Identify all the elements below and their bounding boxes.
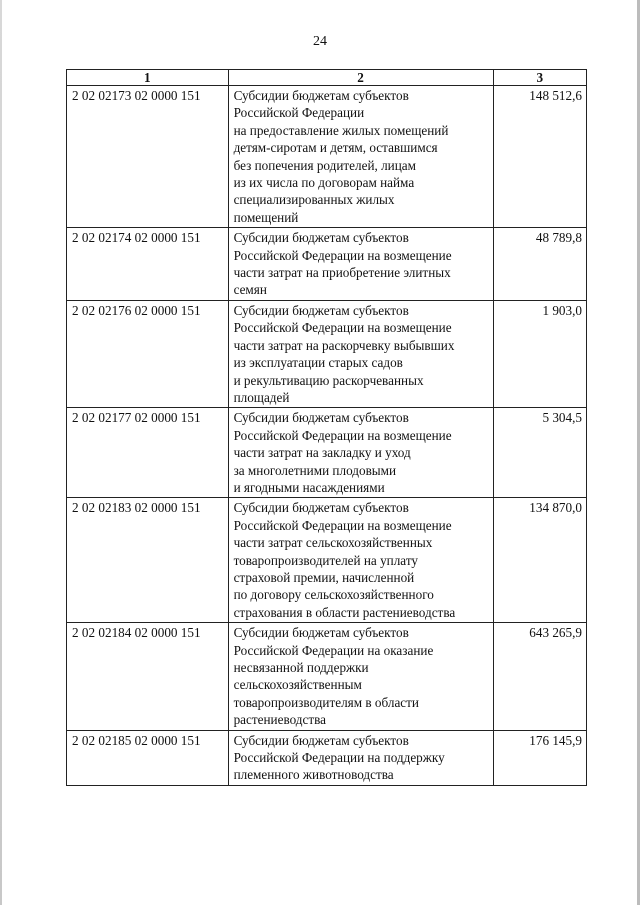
budget-code: 2 02 02185 02 0000 151	[67, 730, 229, 785]
page-number: 24	[313, 34, 327, 49]
revenue-name-line: Субсидии бюджетам субъектов	[233, 625, 409, 641]
column-header-2: 2	[228, 70, 493, 86]
budget-code: 2 02 02174 02 0000 151	[67, 228, 229, 301]
revenue-name-line: племенного животноводства	[233, 767, 394, 783]
revenue-name-line: Российской Федерации на поддержку	[233, 750, 445, 766]
amount: 176 145,9	[493, 730, 586, 785]
table-row	[67, 228, 587, 301]
revenue-name-line: Субсидии бюджетам субъектов	[233, 230, 409, 246]
table-row	[67, 623, 587, 730]
amount: 148 512,6	[493, 86, 586, 228]
table-row	[67, 86, 587, 228]
table-header-row	[67, 70, 587, 86]
revenue-name-line: Российской Федерации на оказание	[233, 642, 434, 658]
revenue-name-line: за многолетними плодовыми	[233, 462, 397, 478]
revenue-name	[228, 623, 493, 730]
column-header-1: 1	[67, 70, 229, 86]
revenue-name-line: страховой премии, начисленной	[233, 569, 415, 585]
revenue-name	[228, 300, 493, 407]
revenue-name-line: Субсидии бюджетам субъектов	[233, 302, 409, 318]
revenue-name	[228, 86, 493, 228]
revenue-name-line: Субсидии бюджетам субъектов	[233, 88, 409, 103]
revenue-name-line: семян	[233, 282, 267, 298]
revenue-name-line: страхования в области растениеводства	[233, 604, 456, 620]
amount: 48 789,8	[493, 228, 586, 301]
revenue-name-line: помещений	[233, 209, 299, 225]
revenue-name-line: детям-сиротам и детям, оставшимся	[233, 140, 438, 156]
amount: 643 265,9	[493, 623, 586, 730]
revenue-name-line: и рекультивацию раскорчеванных	[233, 372, 424, 388]
revenue-name-line: части затрат на раскорчевку выбывших	[233, 337, 455, 353]
revenue-name-line: части затрат сельскохозяйственных	[233, 535, 433, 551]
revenue-name-line: специализированных жилых	[233, 192, 395, 208]
budget-code: 2 02 02177 02 0000 151	[67, 408, 229, 498]
revenue-name	[228, 730, 493, 785]
revenue-name-line: из их числа по договорам найма	[233, 175, 415, 191]
amount: 1 903,0	[493, 300, 586, 407]
revenue-name-line: сельскохозяйственным	[233, 677, 362, 693]
budget-code: 2 02 02184 02 0000 151	[67, 623, 229, 730]
revenue-name-line: товаропроизводителей на уплату	[233, 552, 419, 568]
revenue-name-line: на предоставление жилых помещений	[233, 122, 449, 138]
revenue-name-line: Российской Федерации на возмещение	[233, 320, 452, 336]
table-row	[67, 730, 587, 785]
budget-code: 2 02 02173 02 0000 151	[67, 86, 229, 228]
table-body	[67, 86, 587, 786]
revenue-name-line: несвязанной поддержки	[233, 660, 369, 675]
scan-edge-left	[0, 0, 2, 905]
budget-code: 2 02 02176 02 0000 151	[67, 300, 229, 407]
revenue-name-line: части затрат на закладку и уход	[233, 445, 411, 461]
budget-code: 2 02 02183 02 0000 151	[67, 498, 229, 623]
revenue-name	[228, 408, 493, 498]
revenue-name-line: Субсидии бюджетам субъектов	[233, 410, 409, 426]
revenue-name-line: по договору сельскохозяйственного	[233, 587, 434, 603]
revenue-name-line: Российской Федерации	[233, 105, 365, 121]
revenue-name-line: Российской Федерации на возмещение	[233, 517, 452, 533]
amount: 134 870,0	[493, 498, 586, 623]
column-header-3: 3	[493, 70, 586, 86]
revenue-name-line: части затрат на приобретение элитных	[233, 265, 451, 281]
revenue-name-line: Российской Федерации на возмещение	[233, 427, 452, 443]
revenue-name-line: без попечения родителей, лицам	[233, 157, 416, 173]
table-row	[67, 300, 587, 407]
revenue-name-line: растениеводства	[233, 712, 327, 728]
revenue-name-line: Субсидии бюджетам субъектов	[233, 500, 409, 516]
revenue-name-line: Российской Федерации на возмещение	[233, 247, 452, 263]
revenue-name-line: Субсидии бюджетам субъектов	[233, 732, 409, 748]
revenue-name-line: и ягодными насаждениями	[233, 479, 385, 495]
revenue-name-line: товаропроизводителям в области	[233, 694, 419, 710]
revenue-name-line: из эксплуатации старых садов	[233, 355, 403, 371]
table-row	[67, 408, 587, 498]
revenue-name-line: площадей	[233, 389, 290, 405]
revenue-name	[228, 228, 493, 301]
amount: 5 304,5	[493, 408, 586, 498]
table-row	[67, 498, 587, 623]
budget-table	[66, 69, 587, 786]
revenue-name	[228, 498, 493, 623]
